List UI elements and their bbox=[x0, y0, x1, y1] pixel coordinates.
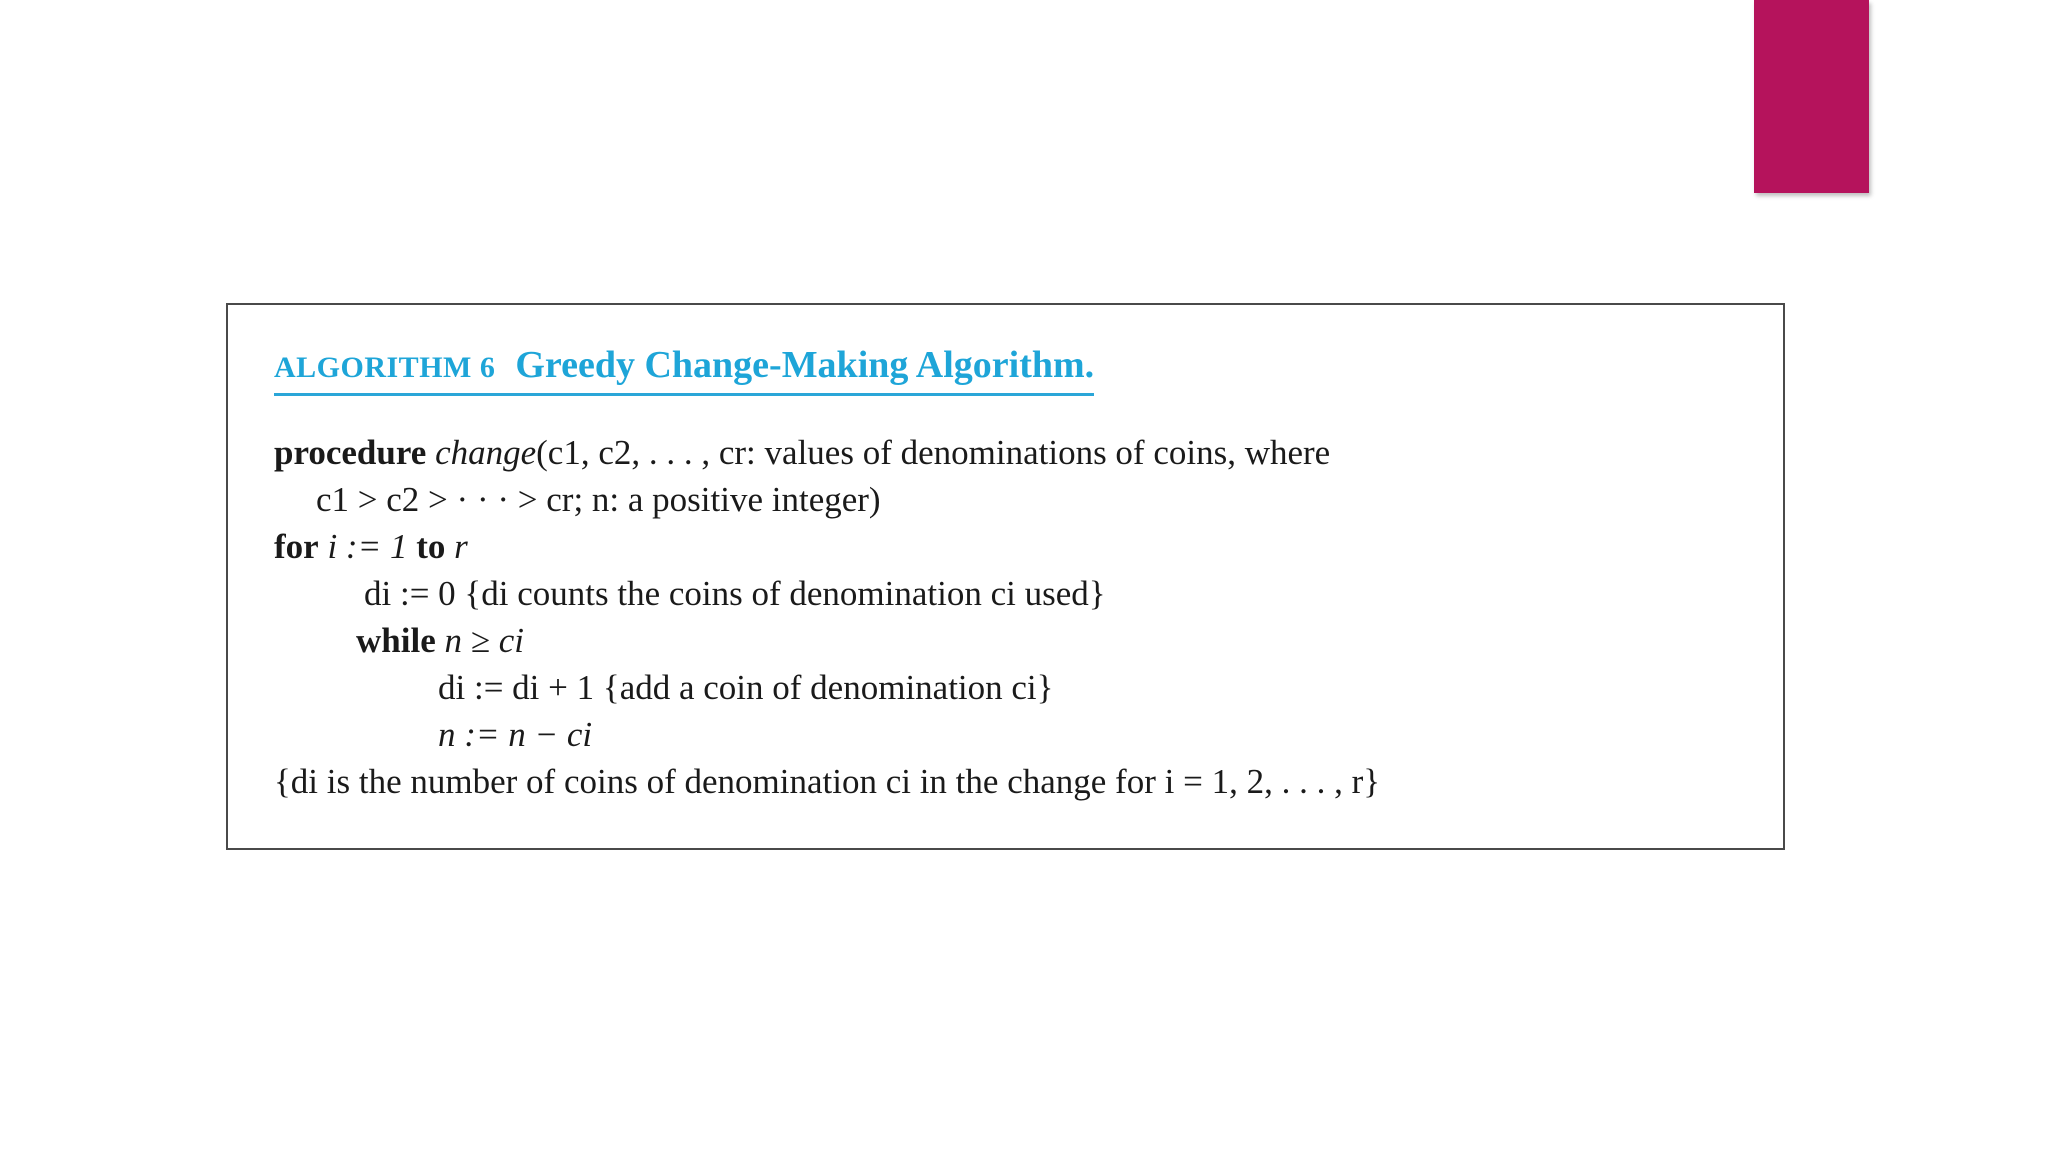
postcondition-text: {di is the number of coins of denomination ci in the change for i = 1, 2, . . . , r} bbox=[274, 762, 1381, 801]
code-line-while bbox=[274, 617, 1380, 664]
decrement-text: n := n − ci bbox=[438, 715, 593, 754]
code-line-increment bbox=[274, 664, 1380, 711]
algorithm-title: Greedy Change-Making Algorithm. bbox=[515, 344, 1095, 386]
procedure-args: (c1, c2, . . . , cr: values of denominations of coins, where bbox=[536, 433, 1331, 472]
accent-bar bbox=[1754, 0, 1869, 193]
for-expression: i := 1 bbox=[327, 527, 408, 566]
init-text: di := 0 {di counts the coins of denomination ci used} bbox=[364, 574, 1106, 613]
increment-text: di := di + 1 {add a coin of denomination ci} bbox=[438, 668, 1054, 707]
while-condition: n ≥ ci bbox=[444, 621, 524, 660]
algorithm-header bbox=[274, 343, 1094, 396]
keyword-to: to bbox=[416, 527, 446, 566]
code-line-params bbox=[274, 476, 1380, 523]
procedure-name: change bbox=[435, 433, 537, 472]
for-upper-bound: r bbox=[454, 527, 468, 566]
keyword-while: while bbox=[356, 621, 436, 660]
code-line-init bbox=[274, 570, 1380, 617]
code-line-postcondition bbox=[274, 758, 1380, 805]
keyword-for: for bbox=[274, 527, 319, 566]
code-line-decrement bbox=[274, 711, 1380, 758]
code-line-procedure bbox=[274, 429, 1380, 476]
algorithm-label: ALGORITHM 6 bbox=[274, 351, 496, 384]
algorithm-box bbox=[226, 303, 1785, 850]
code-line-for bbox=[274, 523, 1380, 570]
algorithm-pseudocode bbox=[274, 429, 1380, 805]
params-text: c1 > c2 > · · · > cr; n: a positive integer) bbox=[316, 480, 881, 519]
keyword-procedure: procedure bbox=[274, 433, 427, 472]
